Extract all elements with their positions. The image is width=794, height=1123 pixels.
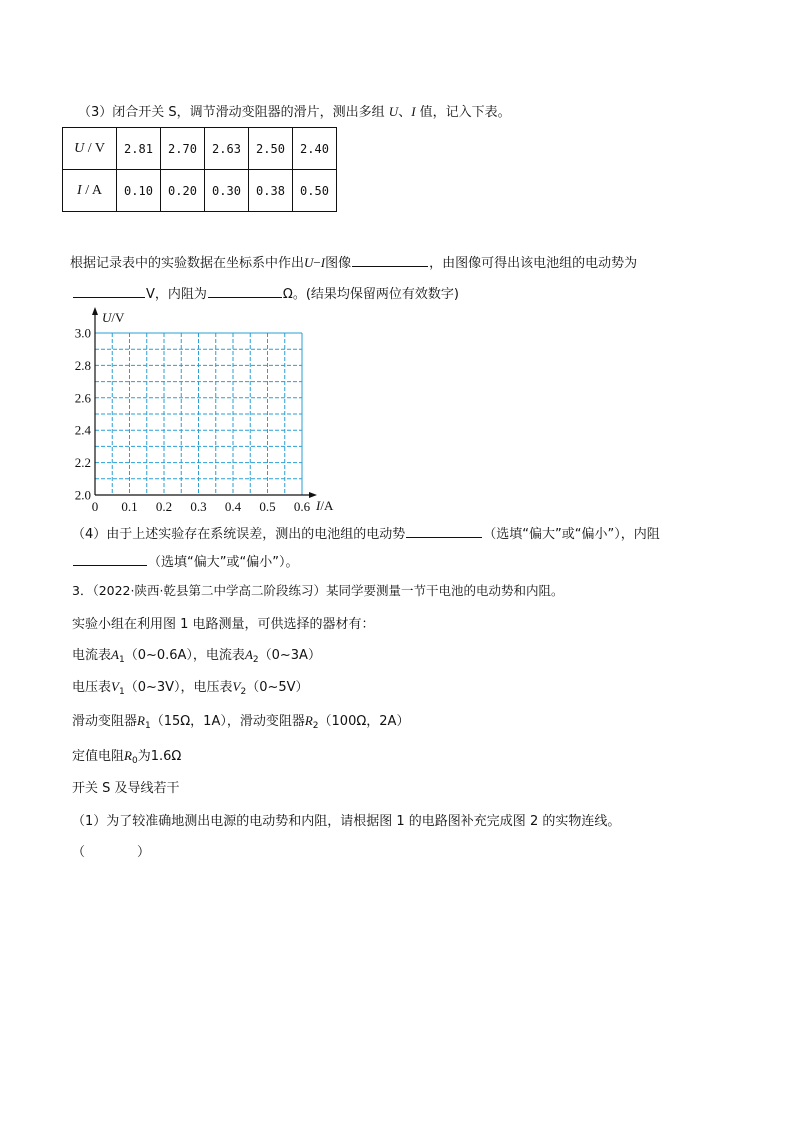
q3-ammeters: 电流表$A_1(0\sim 0.6A)$，电流表$A_2(0\sim 3A)$ (72, 647, 321, 665)
answer-blank[interactable] (406, 525, 482, 538)
y-axis-label: U/V (102, 310, 125, 325)
table-cell: 0.30 (205, 170, 249, 212)
part4-line-1: （4）由于上述实验存在系统误差，测出的电池组的电动势 （选填“偏大”或“偏小”），内阻 (72, 527, 660, 542)
table-cell: 2.50 (249, 128, 293, 170)
x-tick-label: 0 (91, 499, 99, 514)
table-row (63, 170, 337, 212)
x-tick-label: 0.3 (190, 499, 207, 514)
x-tick-label: 0.5 (259, 499, 276, 514)
instruction-line-1: 根据记录表中的实验数据在坐标系中作出U−I图像 ，由图像可得出该电池组的电动势为 (70, 255, 638, 271)
graph-axes (92, 307, 317, 498)
part4-line-2: （选填“偏大”或“偏小”）。 (72, 553, 298, 569)
x-tick-label: 0.4 (224, 499, 242, 514)
row-u-header: U / V (63, 128, 117, 170)
y-tick-label: 2.2 (74, 455, 91, 471)
y-tick-label: 2.8 (74, 357, 91, 373)
q3-heading: 3．（2022·陕西·乾县第二中学高二阶段练习）某同学要测量一节干电池的电动势和内阻。 (72, 583, 564, 598)
table-cell: 0.38 (249, 170, 293, 212)
instruction-line-2: V，内阻为 Ω。(结果均保留两位有效数字) (72, 285, 459, 301)
answer-blank[interactable] (352, 254, 428, 267)
table-cell: 2.63 (205, 128, 249, 170)
data-table (62, 127, 337, 212)
y-tick-label: 2.4 (74, 422, 91, 438)
x-tick-label: 0.2 (155, 499, 173, 514)
table-cell: 2.81 (117, 128, 161, 170)
table-cell: 2.70 (161, 128, 205, 170)
x-tick-label: 0.6 (293, 499, 311, 514)
answer-blank[interactable] (73, 553, 147, 566)
table-cell: 0.10 (117, 170, 161, 212)
y-axis-arrow (92, 307, 98, 315)
q3-rheostats: 滑动变阻器$R_1(15\Omega$，1A），滑动变阻器$R_2(100\Omega$，2A） (72, 713, 410, 731)
y-tick-labels (75, 326, 92, 503)
x-tick-labels (92, 499, 311, 514)
table-row (63, 128, 337, 170)
table-cell: 0.50 (293, 170, 337, 212)
answer-blank[interactable] (208, 285, 282, 298)
y-tick-label: 3.0 (74, 325, 91, 341)
table-cell: 0.20 (161, 170, 205, 212)
table-cell: 2.40 (293, 128, 337, 170)
q3-intro: 实验小组在利用图 1 电路测量，可供选择的器材有： (72, 617, 375, 632)
q3-switch: 开关 S 及导线若干 (72, 781, 180, 796)
y-tick-label: 2.0 (74, 487, 91, 503)
row-i-header: I / A (63, 170, 117, 212)
q3-sub1: （1）为了较准确地测出电源的电动势和内阻，请根据图 1 的电路图补充完成图 2 的实物连线。 (72, 814, 621, 829)
x-axis-label: I/A (316, 498, 334, 513)
x-tick-label: 0.1 (121, 499, 138, 514)
part3-text: （3）闭合开关 S，调节滑动变阻器的滑片，测出多组 U、I 值，记入下表。 (78, 104, 511, 120)
q3-fixed-resistor: 定值电阻$R_0$为1.6Ω (72, 748, 182, 766)
answer-blank[interactable] (73, 285, 145, 298)
u-i-graph (60, 304, 360, 516)
q3-voltmeters: 电压表$V_1(0\sim 3V)$，电压表$V_2(0\sim 5V)$ (72, 679, 309, 697)
graph-grid (95, 333, 302, 495)
y-tick-label: 2.6 (74, 390, 91, 406)
q3-answer-slot[interactable]: （ ） (72, 845, 151, 860)
